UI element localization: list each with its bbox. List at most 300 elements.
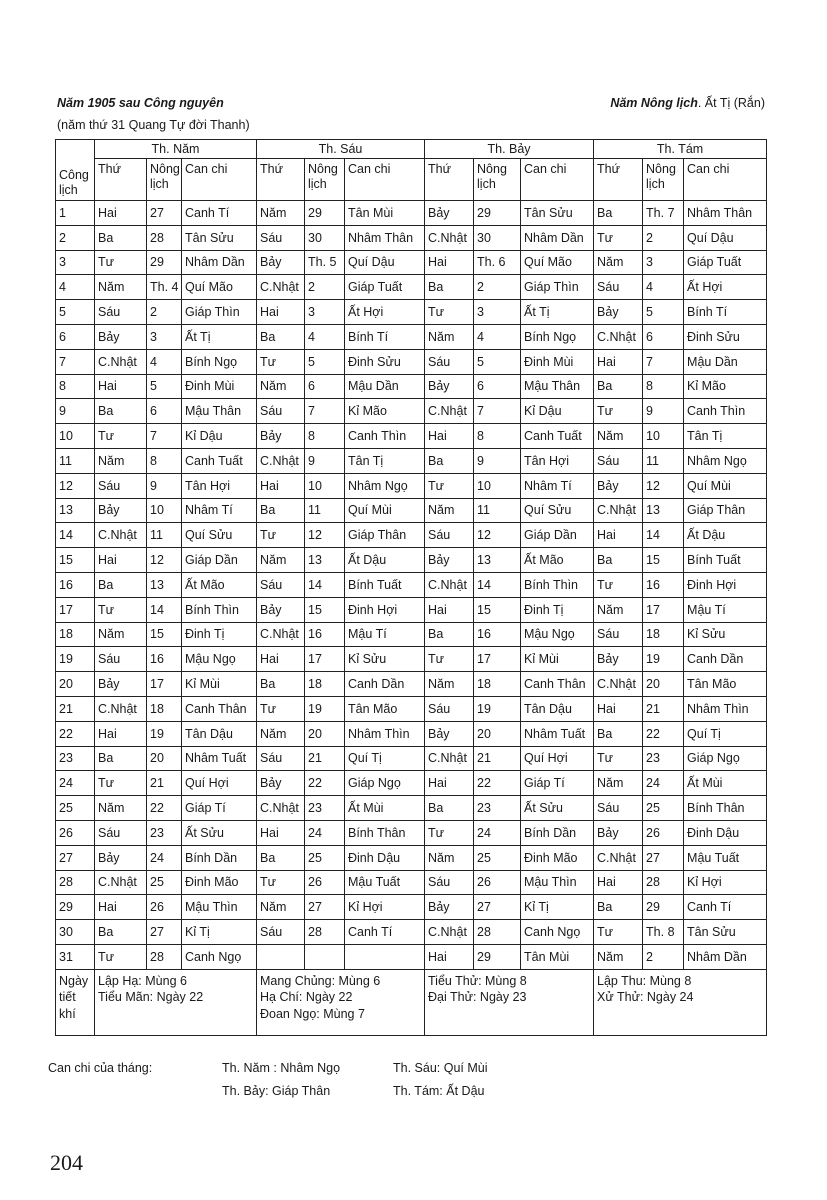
weekday-cell: Ba [425,448,474,473]
canchi-cell: Quí Dậu [684,225,767,250]
canchi-cell: Tân Mão [345,696,425,721]
weekday-cell: Năm [425,672,474,697]
canchi-cell: Đinh Dậu [684,820,767,845]
weekday-cell: Hai [425,944,474,969]
canchi-cell: Canh Thân [521,672,594,697]
weekday-cell: Bảy [95,672,147,697]
weekday-cell: C.Nhật [95,870,147,895]
lunar-day-cell: 12 [643,473,684,498]
canchi-cell: Đinh Sửu [345,349,425,374]
weekday-cell: Bảy [425,895,474,920]
month-canchi-label: Can chi của tháng: [48,1061,153,1075]
solar-term: Mang Chủng: Mùng 6 [260,973,381,988]
canchi-cell: Giáp Thân [684,498,767,523]
month-canchi-item: Th. Tám: Ất Dậu [393,1084,485,1098]
canchi-cell: Tân Mùi [345,201,425,226]
weekday-cell: Sáu [594,796,643,821]
canchi-cell: Đinh Hợi [345,597,425,622]
canchi-cell: Kỉ Dậu [182,424,257,449]
weekday-cell: Ba [257,672,305,697]
weekday-cell: Năm [594,944,643,969]
lunar-day-cell: Th. 7 [643,201,684,226]
weekday-cell: C.Nhật [95,696,147,721]
lunar-day-cell: 15 [305,597,345,622]
weekday-cell: Bảy [594,647,643,672]
canchi-cell: Kỉ Mùi [182,672,257,697]
weekday-cell: Hai [594,349,643,374]
solar-day-cell: 23 [56,746,95,771]
lunar-day-cell: 23 [305,796,345,821]
day-row [56,523,767,548]
canchi-cell: Kỉ Sửu [684,622,767,647]
canchi-cell: Giáp Dần [182,548,257,573]
weekday-cell: Sáu [257,399,305,424]
canchi-cell: Ất Dậu [345,548,425,573]
lunar-day-cell: 13 [474,548,521,573]
canchi-cell: Canh Ngọ [521,920,594,945]
lunar-day-cell: 24 [643,771,684,796]
weekday-cell: Hai [425,597,474,622]
canchi-cell: Mậu Thìn [521,870,594,895]
weekday-cell: Ba [425,275,474,300]
weekday-cell: Tư [95,424,147,449]
weekday-cell: Ba [425,796,474,821]
solar-day-cell: 21 [56,696,95,721]
canchi-cell: Kỉ Mão [345,399,425,424]
canchi-cell: Nhâm Ngọ [684,448,767,473]
lunar-day-cell: 21 [305,746,345,771]
weekday-cell: Năm [95,275,147,300]
canchi-cell: Canh Tí [684,895,767,920]
lunar-day-cell: 14 [474,572,521,597]
weekday-cell: Năm [425,498,474,523]
day-row [56,201,767,226]
day-row [56,498,767,523]
solar-day-cell: 16 [56,572,95,597]
canchi-cell: Ất Sửu [521,796,594,821]
canchi-cell: Đinh Mùi [182,374,257,399]
lunar-day-cell: 13 [643,498,684,523]
canchi-cell: Đinh Mùi [521,349,594,374]
lunar-year-label: Năm Nông lịch. Ất Tị (Rắn) [610,96,765,110]
canchi-cell: Kỉ Sửu [345,647,425,672]
lunar-day-cell: 27 [474,895,521,920]
month-header: Th. Bảy [425,140,594,159]
month-header: Th. Năm [95,140,257,159]
weekday-cell: Bảy [425,721,474,746]
month-header: Th. Tám [594,140,767,159]
lunar-day-cell: 24 [147,845,182,870]
lunar-day-cell: 6 [643,324,684,349]
solar-terms-cell [95,969,257,1035]
day-row [56,672,767,697]
weekday-cell: C.Nhật [257,448,305,473]
solar-day-cell: 8 [56,374,95,399]
lunar-day-cell: 20 [147,746,182,771]
solar-column-header: Công lịch [56,140,95,201]
lunar-day-cell: 14 [305,572,345,597]
canchi-cell: Tân Sửu [521,201,594,226]
weekday-cell: C.Nhật [594,845,643,870]
weekday-cell: Bảy [257,250,305,275]
weekday-cell: Năm [425,845,474,870]
lunar-day-cell: 20 [474,721,521,746]
weekday-cell: Năm [425,324,474,349]
lunar-day-cell: 22 [643,721,684,746]
lunar-day-cell: 30 [474,225,521,250]
lunar-day-cell: 26 [643,820,684,845]
canchi-cell: Kỉ Dậu [521,399,594,424]
lunar-day-cell: Th. 6 [474,250,521,275]
weekday-cell: Ba [594,201,643,226]
weekday-cell: Hai [95,374,147,399]
weekday-cell: Ba [257,324,305,349]
lunar-day-cell: 5 [474,349,521,374]
lunar-day-cell: 12 [147,548,182,573]
canchi-cell: Mậu Thân [521,374,594,399]
page-title: Năm 1905 sau Công nguyên [57,96,224,110]
solar-term: Lập Thu: Mùng 8 [597,973,692,988]
weekday-cell: Hai [95,895,147,920]
lunar-day-cell: 30 [305,225,345,250]
day-row [56,572,767,597]
canchi-cell: Ất Mão [521,548,594,573]
weekday-cell: Năm [257,201,305,226]
weekday-cell: Hai [257,820,305,845]
lunar-day-cell [305,944,345,969]
canchi-cell: Bính Thìn [182,597,257,622]
weekday-cell: Hai [257,473,305,498]
canchi-cell: Giáp Tuất [345,275,425,300]
weekday-cell: Hai [95,201,147,226]
weekday-header: Thứ [594,159,643,201]
day-row [56,870,767,895]
solar-day-cell: 27 [56,845,95,870]
canchi-cell: Ất Mùi [345,796,425,821]
canchi-cell: Canh Dần [345,672,425,697]
weekday-cell: Tư [257,349,305,374]
solar-day-cell: 9 [56,399,95,424]
solar-term: Tiểu Mãn: Ngày 22 [98,990,204,1005]
lunar-year-caption: Năm Nông lịch [610,96,698,110]
weekday-cell: Sáu [257,572,305,597]
solar-day-cell: 3 [56,250,95,275]
weekday-cell: Hai [95,721,147,746]
lunar-day-cell: 15 [147,622,182,647]
lunar-day-cell: 2 [147,300,182,325]
canchi-cell: Đinh Hợi [684,572,767,597]
canchi-cell: Canh Dần [684,647,767,672]
canchi-cell: Bính Thìn [521,572,594,597]
solar-day-cell: 14 [56,523,95,548]
weekday-cell: C.Nhật [95,349,147,374]
canchi-cell: Nhâm Thân [345,225,425,250]
canchi-cell: Quí Mão [182,275,257,300]
canchi-cell: Nhâm Thìn [684,696,767,721]
weekday-cell: Tư [257,523,305,548]
lunar-day-cell: 25 [474,845,521,870]
canchi-cell: Bính Thân [684,796,767,821]
lunar-day-cell: 26 [474,870,521,895]
weekday-cell: Tư [594,225,643,250]
weekday-cell: Bảy [425,548,474,573]
lunar-day-cell: 22 [474,771,521,796]
weekday-cell: Tư [594,399,643,424]
month-canchi-item: Th. Bảy: Giáp Thân [222,1084,331,1098]
canchi-cell: Mậu Ngọ [182,647,257,672]
lunar-day-cell: 23 [474,796,521,821]
canchi-cell: Mậu Tuất [345,870,425,895]
canchi-cell: Tân Sửu [684,920,767,945]
weekday-cell: Tư [425,647,474,672]
lunar-day-cell: 4 [305,324,345,349]
sub-header-row [56,159,767,201]
lunar-day-cell: 8 [474,424,521,449]
solar-day-cell: 31 [56,944,95,969]
canchi-cell: Ất Dậu [684,523,767,548]
lunar-day-cell: 25 [305,845,345,870]
canchi-cell: Kỉ Tị [521,895,594,920]
lunar-day-cell: 8 [643,374,684,399]
lunar-day-cell: 28 [305,920,345,945]
lunar-day-cell: 14 [147,597,182,622]
lunar-day-cell: 11 [147,523,182,548]
weekday-cell: Sáu [95,820,147,845]
lunar-day-cell: 17 [147,672,182,697]
lunar-day-cell: 4 [643,275,684,300]
canchi-cell: Mậu Thìn [182,895,257,920]
canchi-cell: Canh Ngọ [182,944,257,969]
weekday-cell: Sáu [425,523,474,548]
day-row [56,647,767,672]
lunar-day-cell: 16 [305,622,345,647]
lunar-day-cell: 5 [643,300,684,325]
day-row [56,225,767,250]
solar-terms-row [56,969,767,1035]
solar-day-cell: 15 [56,548,95,573]
lunar-day-cell: 3 [147,324,182,349]
canchi-cell: Nhâm Dần [521,225,594,250]
canchi-cell: Ất Tị [521,300,594,325]
canchi-cell: Bính Tí [684,300,767,325]
weekday-cell: Tư [95,944,147,969]
weekday-cell: Hai [425,424,474,449]
lunar-day-cell: 6 [305,374,345,399]
canchi-cell: Kỉ Hợi [345,895,425,920]
solar-day-cell: 2 [56,225,95,250]
lunar-day-cell: 2 [305,275,345,300]
canchi-header: Can chi [182,159,257,201]
solar-term: Đoan Ngọ: Mùng 7 [260,1006,365,1021]
weekday-cell: Sáu [95,473,147,498]
solar-day-cell: 1 [56,201,95,226]
canchi-cell: Nhâm Tuất [521,721,594,746]
weekday-cell: Ba [425,622,474,647]
weekday-cell: Bảy [257,771,305,796]
lunar-day-cell: 24 [474,820,521,845]
canchi-cell: Giáp Thìn [521,275,594,300]
day-row [56,597,767,622]
weekday-cell: Năm [257,548,305,573]
solar-day-cell: 18 [56,622,95,647]
weekday-cell: Sáu [257,746,305,771]
lunar-day-cell: 12 [305,523,345,548]
canchi-cell: Tân Dậu [521,696,594,721]
lunar-day-cell: 8 [147,448,182,473]
canchi-header: Can chi [521,159,594,201]
weekday-cell: C.Nhật [95,523,147,548]
weekday-cell: Sáu [425,349,474,374]
canchi-cell: Giáp Tí [182,796,257,821]
lunar-day-cell: 29 [147,250,182,275]
lunar-day-cell: 18 [305,672,345,697]
weekday-cell: Ba [257,498,305,523]
solar-terms-cell [594,969,767,1035]
lunar-day-cell: 9 [305,448,345,473]
canchi-cell: Nhâm Dần [684,944,767,969]
lunar-day-cell: 22 [147,796,182,821]
lunar-day-cell: 6 [474,374,521,399]
weekday-cell: Bảy [95,324,147,349]
weekday-cell: Ba [95,225,147,250]
weekday-cell: Hai [594,696,643,721]
canchi-cell: Giáp Dần [521,523,594,548]
weekday-cell: Sáu [594,448,643,473]
weekday-cell: Năm [594,250,643,275]
lunar-day-cell: 25 [147,870,182,895]
canchi-cell: Đinh Tị [182,622,257,647]
lunar-day-cell: 10 [474,473,521,498]
canchi-cell: Canh Tí [182,201,257,226]
lunar-day-cell: Th. 5 [305,250,345,275]
canchi-cell: Mậu Ngọ [521,622,594,647]
weekday-cell: Hai [594,870,643,895]
lunar-day-cell: 27 [147,920,182,945]
canchi-cell: Kỉ Tị [182,920,257,945]
lunar-day-cell: 26 [305,870,345,895]
canchi-cell: Bính Dần [182,845,257,870]
lunar-day-cell: 19 [474,696,521,721]
weekday-cell: Bảy [257,597,305,622]
canchi-cell: Mậu Tí [684,597,767,622]
solar-day-cell: 17 [56,597,95,622]
weekday-cell: Bảy [594,820,643,845]
day-row [56,820,767,845]
day-row [56,300,767,325]
canchi-cell: Nhâm Tí [182,498,257,523]
weekday-cell: Tư [594,920,643,945]
lunar-day-cell: 7 [643,349,684,374]
solar-term: Lập Hạ: Mùng 6 [98,973,187,988]
canchi-cell: Kỉ Mùi [521,647,594,672]
lunar-day-cell: 4 [147,349,182,374]
weekday-cell: C.Nhật [425,225,474,250]
canchi-cell: Ất Mùi [684,771,767,796]
weekday-cell: Tư [594,746,643,771]
canchi-cell: Quí Mùi [684,473,767,498]
canchi-cell: Tân Mão [684,672,767,697]
weekday-cell: Tư [425,473,474,498]
lunar-day-cell: 11 [305,498,345,523]
canchi-cell: Tân Hợi [521,448,594,473]
canchi-cell [345,944,425,969]
canchi-cell: Nhâm Dần [182,250,257,275]
weekday-cell: Năm [95,796,147,821]
canchi-cell: Canh Tí [345,920,425,945]
solar-day-cell: 26 [56,820,95,845]
canchi-cell: Mậu Tí [345,622,425,647]
weekday-cell: Tư [95,250,147,275]
weekday-cell: Ba [594,548,643,573]
lunar-day-cell: 25 [643,796,684,821]
canchi-cell: Tân Hợi [182,473,257,498]
weekday-cell: Ba [95,746,147,771]
lunar-day-cell: 28 [643,870,684,895]
weekday-cell: Bảy [95,845,147,870]
canchi-cell: Kỉ Hợi [684,870,767,895]
solar-term: Tiểu Thử: Mùng 8 [428,973,527,988]
day-row [56,374,767,399]
canchi-cell: Mậu Thân [182,399,257,424]
weekday-cell: C.Nhật [594,324,643,349]
canchi-cell: Quí Dậu [345,250,425,275]
lunar-day-cell: 15 [643,548,684,573]
weekday-cell: C.Nhật [425,572,474,597]
canchi-cell: Tân Dậu [182,721,257,746]
calendar-table [55,139,767,1036]
lunar-day-cell: 24 [305,820,345,845]
lunar-header: Nông lịch [643,159,684,201]
lunar-day-cell: 5 [147,374,182,399]
lunar-day-cell: 28 [147,225,182,250]
lunar-day-cell: 2 [643,944,684,969]
solar-term: Hạ Chí: Ngày 22 [260,990,353,1005]
canchi-cell: Tân Sửu [182,225,257,250]
weekday-cell: Hai [257,300,305,325]
weekday-cell: Bảy [257,424,305,449]
month-canchi-item: Th. Sáu: Quí Mùi [393,1061,488,1075]
solar-day-cell: 13 [56,498,95,523]
weekday-header: Thứ [257,159,305,201]
weekday-cell: Ba [594,721,643,746]
lunar-day-cell: 2 [474,275,521,300]
weekday-cell: C.Nhật [594,672,643,697]
lunar-day-cell: 28 [147,944,182,969]
canchi-cell: Bính Dần [521,820,594,845]
canchi-cell: Nhâm Tí [521,473,594,498]
weekday-header: Thứ [425,159,474,201]
weekday-cell: Tư [425,300,474,325]
solar-day-cell: 30 [56,920,95,945]
lunar-day-cell: 21 [147,771,182,796]
lunar-day-cell: 10 [147,498,182,523]
lunar-day-cell: 3 [643,250,684,275]
solar-terms-cell [257,969,425,1035]
canchi-cell: Nhâm Thân [684,201,767,226]
weekday-cell: Sáu [594,622,643,647]
lunar-day-cell: 17 [305,647,345,672]
canchi-cell: Quí Tị [345,746,425,771]
lunar-day-cell: 9 [474,448,521,473]
canchi-cell: Mậu Dần [684,349,767,374]
lunar-header: Nông lịch [474,159,521,201]
canchi-cell: Quí Hợi [521,746,594,771]
lunar-day-cell: 20 [305,721,345,746]
weekday-cell: Tư [95,597,147,622]
lunar-day-cell: 13 [305,548,345,573]
lunar-day-cell: 29 [305,201,345,226]
canchi-cell: Bính Ngọ [521,324,594,349]
